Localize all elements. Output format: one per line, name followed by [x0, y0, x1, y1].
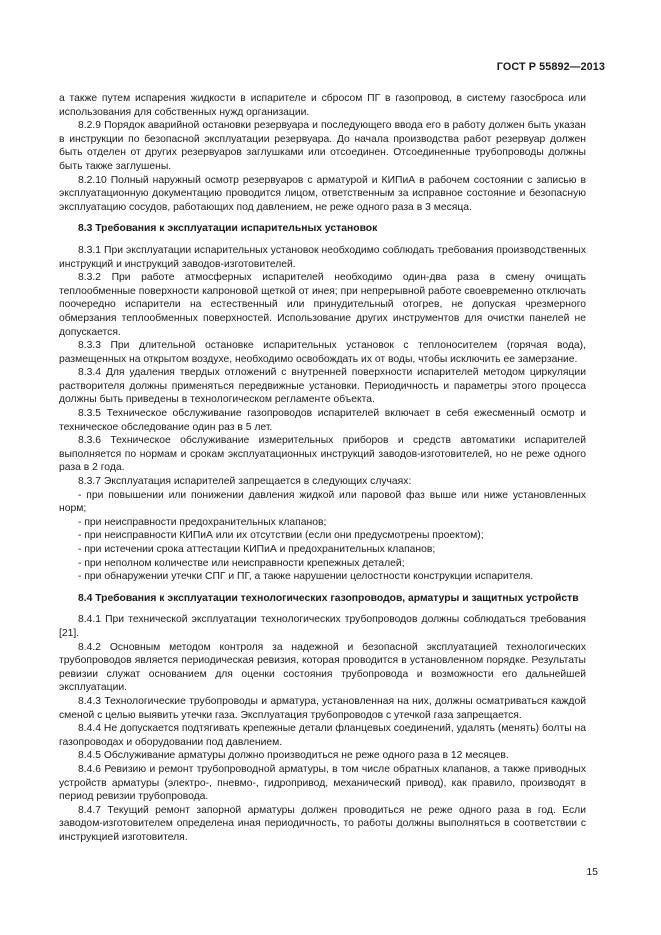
paragraph-8-4-3: 8.4.3 Технологические трубопроводы и арматура, установленная на них, должны осматриваться каждой сменой с целью выявить утечки газа. Эксплуатация трубопроводов с утечкой газа запрещается.	[59, 695, 586, 721]
paragraph-8-3-3: 8.3.3 При длительной остановке испарительных установок с теплоносителем (горячая вода), размещенных на открытом воздухе, необходимо освобождать их от воды, чтобы исключить ее замерзание.	[59, 340, 586, 365]
list-item: - при неполном количестве или неисправности крепежных деталей;	[78, 557, 405, 569]
paragraph-8-4-6: 8.4.6 Ревизию и ремонт трубопроводной арматуры, в том числе обратных клапанов, а также приводных устройств арматуры (электро-, пневмо-, гидропривод, механический привод), как правило, производят в период ревизии трубопровода.	[59, 763, 586, 803]
list-item: - при обнаружении утечки СПГ и ПГ, а также нарушении целостности конструкции испарителя.	[78, 571, 534, 583]
paragraph-continuation: а также путем испарения жидкости в испарителе и сбросом ПГ в газопровод, в систему газосброса или использования для собственных нужд организации.	[59, 93, 586, 118]
section-heading-8-3: 8.3 Требования к эксплуатации испарительных установок	[78, 223, 378, 235]
document-body	[59, 92, 586, 844]
paragraph-8-3-7: 8.3.7 Эксплуатация испарителей запрещается в следующих случаях:	[78, 476, 412, 488]
section-heading-8-4: 8.4 Требования к эксплуатации технологических газопроводов, арматуры и защитных устройств	[78, 592, 579, 604]
list-item: - при неисправности КИПиА или их отсутствии (если они предусмотрены проектом);	[78, 530, 484, 542]
paragraph-8-4-2: 8.4.2 Основным методом контроля за надежной и безопасной эксплуатацией технологических трубопроводов является периодическая ревизия, которая проводится в установленном порядке. Результаты ревизии служат основанием для оценки состояния трубопровода и возможности его дальнейшей эксплуатации.	[59, 641, 586, 694]
list-item: - при повышении или понижении давления жидкой или паровой фаз выше или ниже установленных норм;	[59, 489, 586, 515]
paragraph-8-4-1: 8.4.1 При технической эксплуатации технологических трубопроводов должны соблюдаться требования [21].	[59, 614, 586, 639]
list-item: - при истечении срока аттестации КИПиА и предохранительных клапанов;	[78, 544, 436, 555]
paragraph-8-4-7: 8.4.7 Текущий ремонт запорной арматуры должен проводиться не реже одного раза в год. Если заводом-изготовителем определена иная периодичность, то работы должны выполняться в соответствии с инструкцией изготовителя.	[59, 804, 586, 843]
paragraph-8-3-1: 8.3.1 При эксплуатации испарительных установок необходимо соблюдать требования производственных инструкций и инструкций заводов-изготовителей.	[59, 244, 586, 270]
paragraph-8-2-10: 8.2.10 Полный наружный осмотр резервуаров с арматурой и КИПиА в рабочем состоянии с записью в эксплуатационную документацию проводится лицом, ответственным за исправное состояние и безопасную эксплуатацию сосудов, работающих под давлением, не реже одного раза в 3 месяца.	[59, 174, 586, 213]
paragraph-8-3-2: 8.3.2 При работе атмосферных испарителей необходимо один-два раза в смену очищать теплообменные поверхности капроновой щеткой от инея; при непрерывной работе своевременно отключать поочередно испарители на естественный или принудительный отогрев, не допуская чрезмерного обмерзания теплообменных поверхностей. Использование других инструментов для очистки панелей не допускается.	[59, 272, 586, 338]
paragraph-8-3-5: 8.3.5 Техническое обслуживание газопроводов испарителей включает в себя ежесменный осмотр и техническое обследование один раз в 5 лет.	[59, 408, 586, 433]
paragraph-8-4-4: 8.4.4 Не допускается подтягивать крепежные детали фланцевых соединений, удалять (менять) болты на газопроводах и оборудовании под давлением.	[59, 723, 586, 748]
paragraph-8-3-4: 8.3.4 Для удаления твердых отложений с внутренней поверхности испарителей методом циркуляции растворителя должны применяться передвижные установки. Периодичность и параметры этого процесса должны быть приведены в технологическом регламенте объекта.	[59, 367, 586, 406]
paragraph-8-4-5: 8.4.5 Обслуживание арматуры должно производиться не реже одного раза в 12 месяцев.	[78, 750, 509, 762]
document-code: ГОСТ Р 55892—2013	[496, 61, 605, 73]
list-item: - при неисправности предохранительных клапанов;	[78, 516, 327, 528]
paragraph-8-3-6: 8.3.6 Техническое обслуживание измерительных приборов и средств автоматики испарителей выполняется по нормам и срокам эксплуатационных инструкций заводов-изготовителей, но не реже одного раза в 2 года.	[59, 435, 586, 474]
page-number: 15	[586, 866, 598, 878]
paragraph-8-2-9: 8.2.9 Порядок аварийной остановки резервуара и последующего ввода его в работу должен быть указан в инструкции по безопасной эксплуатации резервуара. До начала производства работ резервуар должен быть отделен от других резервуаров заглушками или отсоединен. Отсоединенные трубопроводы должны быть также заглушены.	[59, 120, 586, 172]
